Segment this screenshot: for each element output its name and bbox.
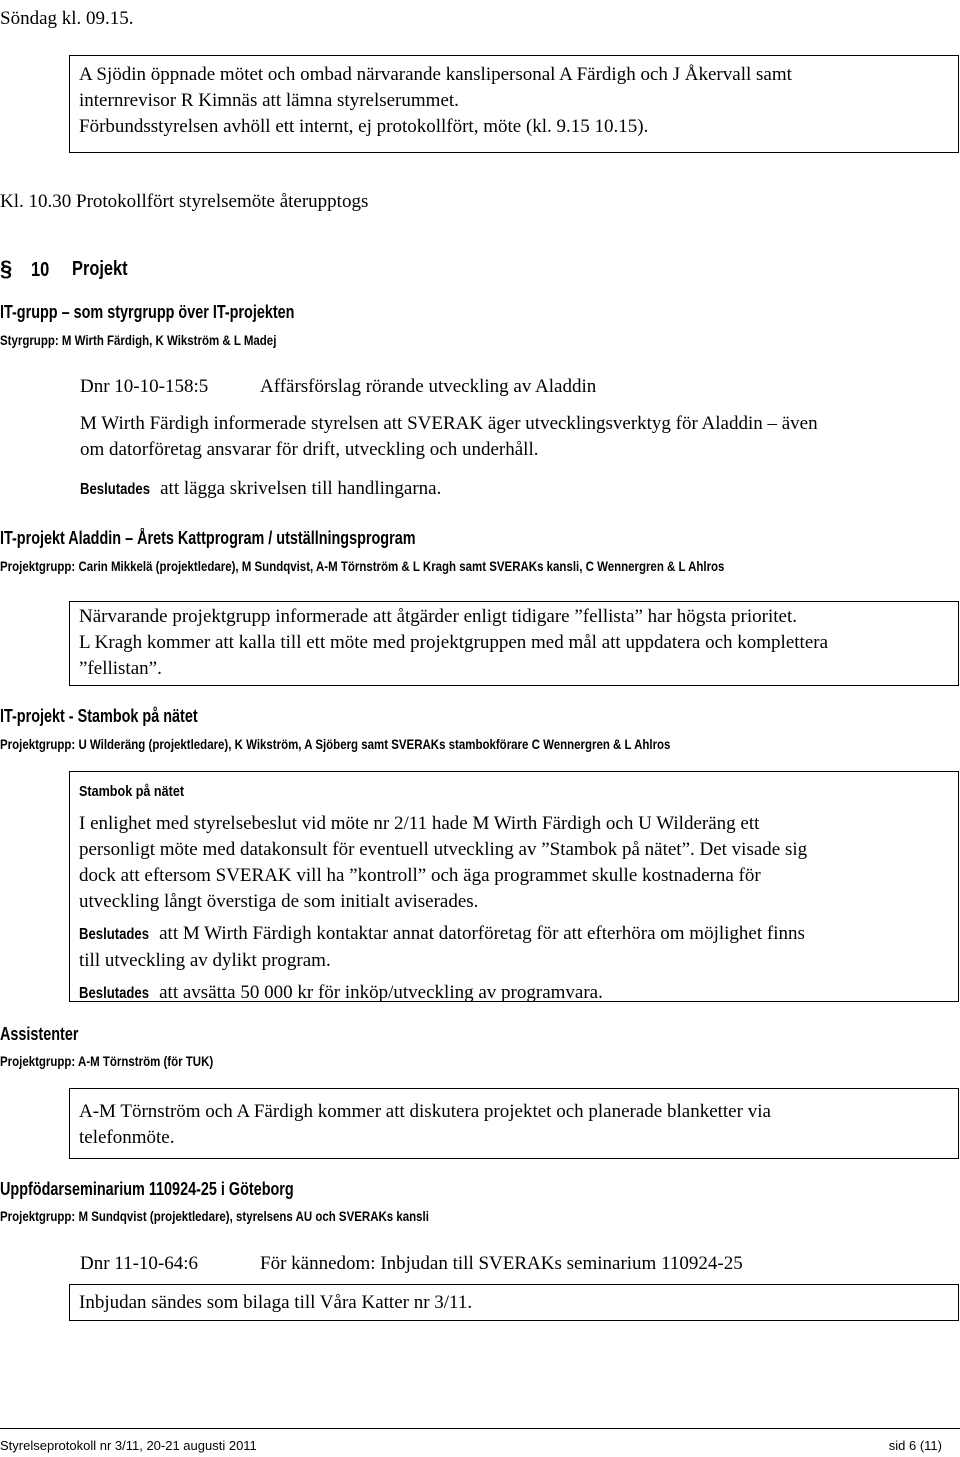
footer-left: Styrelseprotokoll nr 3/11, 20-21 augusti 2011 bbox=[0, 1438, 257, 1453]
assistenter-box bbox=[69, 1088, 959, 1159]
aladdin-line-1: Närvarande projektgrupp informerade att åtgärder enligt tidigare ”fellista” har högsta prioritet. bbox=[79, 606, 798, 627]
section-number: 10 bbox=[30, 259, 49, 281]
itgrupp-dnr-title: Affärsförslag rörande utveckling av Aladdin bbox=[260, 376, 597, 397]
stambok-p-2: personligt möte med datakonsult för eventuell utveckling av ”Stambok på nätet”. Det visade sig bbox=[79, 839, 808, 860]
stambok-heading: IT-projekt - Stambok på nätet bbox=[0, 706, 198, 726]
stambok-box bbox=[69, 771, 959, 1002]
footer-rule bbox=[0, 1428, 960, 1429]
section-symbol: § bbox=[0, 256, 13, 281]
itgrupp-text-2: om datorföretag ansvarar för drift, utveckling och underhåll. bbox=[80, 439, 539, 460]
seminarium-box bbox=[69, 1284, 959, 1321]
stambok-group: Projektgrupp: U Wilderäng (projektledare), K Wikström, A Sjöberg samt SVERAKs stambokförare C Wennergren & L Ahlros bbox=[0, 736, 671, 752]
section-heading bbox=[0, 256, 128, 282]
section-title: Projekt bbox=[72, 258, 128, 280]
aladdin-group: Projektgrupp: Carin Mikkelä (projektledare), M Sundqvist, A-M Törnström & L Kragh samt SVERAKs kansli, C Wennergren & L Ahlros bbox=[0, 558, 725, 574]
decision-label: Beslutades bbox=[79, 926, 150, 943]
seminarium-group: Projektgrupp: M Sundqvist (projektledare), styrelsens AU och SVERAKs kansli bbox=[0, 1208, 429, 1224]
aladdin-heading: IT-projekt Aladdin – Årets Kattprogram / utställningsprogram bbox=[0, 528, 416, 548]
intro-line-1: A Sjödin öppnade mötet och ombad närvarande kanslipersonal A Färdigh och J Åkervall samt bbox=[79, 64, 792, 85]
seminarium-dnr: Dnr 11-10-64:6 bbox=[80, 1253, 199, 1274]
itgrupp-heading: IT-grupp – som styrgrupp över IT-projekten bbox=[0, 302, 295, 322]
stambok-decision-1-cont: till utveckling av dylikt program. bbox=[79, 950, 331, 971]
decision-text: att lägga skrivelsen till handlingarna. bbox=[160, 478, 442, 499]
session-time: Söndag kl. 09.15. bbox=[0, 8, 134, 29]
stambok-p-4: utveckling långt överstiga de som initialt aviserades. bbox=[79, 891, 479, 912]
aladdin-box bbox=[69, 601, 959, 686]
itgrupp-group: Styrgrupp: M Wirth Färdigh, K Wikström & L Madej bbox=[0, 332, 277, 348]
intro-line-2: internrevisor R Kimnäs att lämna styrelserummet. bbox=[79, 90, 459, 111]
stambok-subheading: Stambok på nätet bbox=[79, 783, 185, 800]
intro-box bbox=[69, 55, 959, 153]
assistenter-line-2: telefonmöte. bbox=[79, 1127, 175, 1148]
stambok-p-3: dock att eftersom SVERAK vill ha ”kontroll” och äga programmet skulle kostnaderna för bbox=[79, 865, 761, 886]
seminarium-dnr-title: För kännedom: Inbjudan till SVERAKs seminarium 110924-25 bbox=[260, 1253, 743, 1274]
assistenter-line-1: A-M Törnström och A Färdigh kommer att diskutera projektet och planerade blanketter via bbox=[79, 1101, 771, 1122]
stambok-decision-2 bbox=[79, 980, 949, 1007]
footer-page-number: sid 6 (11) bbox=[888, 1438, 942, 1453]
seminarium-heading: Uppfödarseminarium 110924-25 i Göteborg bbox=[0, 1179, 294, 1199]
itgrupp-decision bbox=[80, 476, 441, 503]
resume-note: Kl. 10.30 Protokollfört styrelsemöte återupptogs bbox=[0, 191, 369, 212]
decision-label: Beslutades bbox=[79, 985, 150, 1002]
intro-line-3: Förbundsstyrelsen avhöll ett internt, ej protokollfört, möte (kl. 9.15 10.15). bbox=[79, 116, 649, 137]
decision-text: att M Wirth Färdigh kontaktar annat datorföretag för att efterhöra om möjlighet finns bbox=[159, 923, 805, 944]
itgrupp-text-1: M Wirth Färdigh informerade styrelsen att SVERAK äger utvecklingsverktyg för Aladdin – även bbox=[80, 413, 818, 434]
assistenter-heading: Assistenter bbox=[0, 1024, 79, 1044]
aladdin-line-3: ”fellistan”. bbox=[79, 658, 162, 679]
decision-label: Beslutades bbox=[80, 481, 151, 498]
assistenter-group: Projektgrupp: A-M Törnström (för TUK) bbox=[0, 1053, 214, 1069]
stambok-decision-1 bbox=[79, 921, 949, 948]
itgrupp-dnr: Dnr 10-10-158:5 bbox=[80, 376, 209, 397]
aladdin-line-2: L Kragh kommer att kalla till ett möte med projektgruppen med mål att uppdatera och komplettera bbox=[79, 632, 829, 653]
seminarium-text: Inbjudan sändes som bilaga till Våra Katter nr 3/11. bbox=[79, 1292, 473, 1313]
stambok-p-1: I enlighet med styrelsebeslut vid möte nr 2/11 hade M Wirth Färdigh och U Wilderäng ett bbox=[79, 813, 760, 834]
decision-text: att avsätta 50 000 kr för inköp/utveckling av programvara. bbox=[159, 982, 603, 1003]
